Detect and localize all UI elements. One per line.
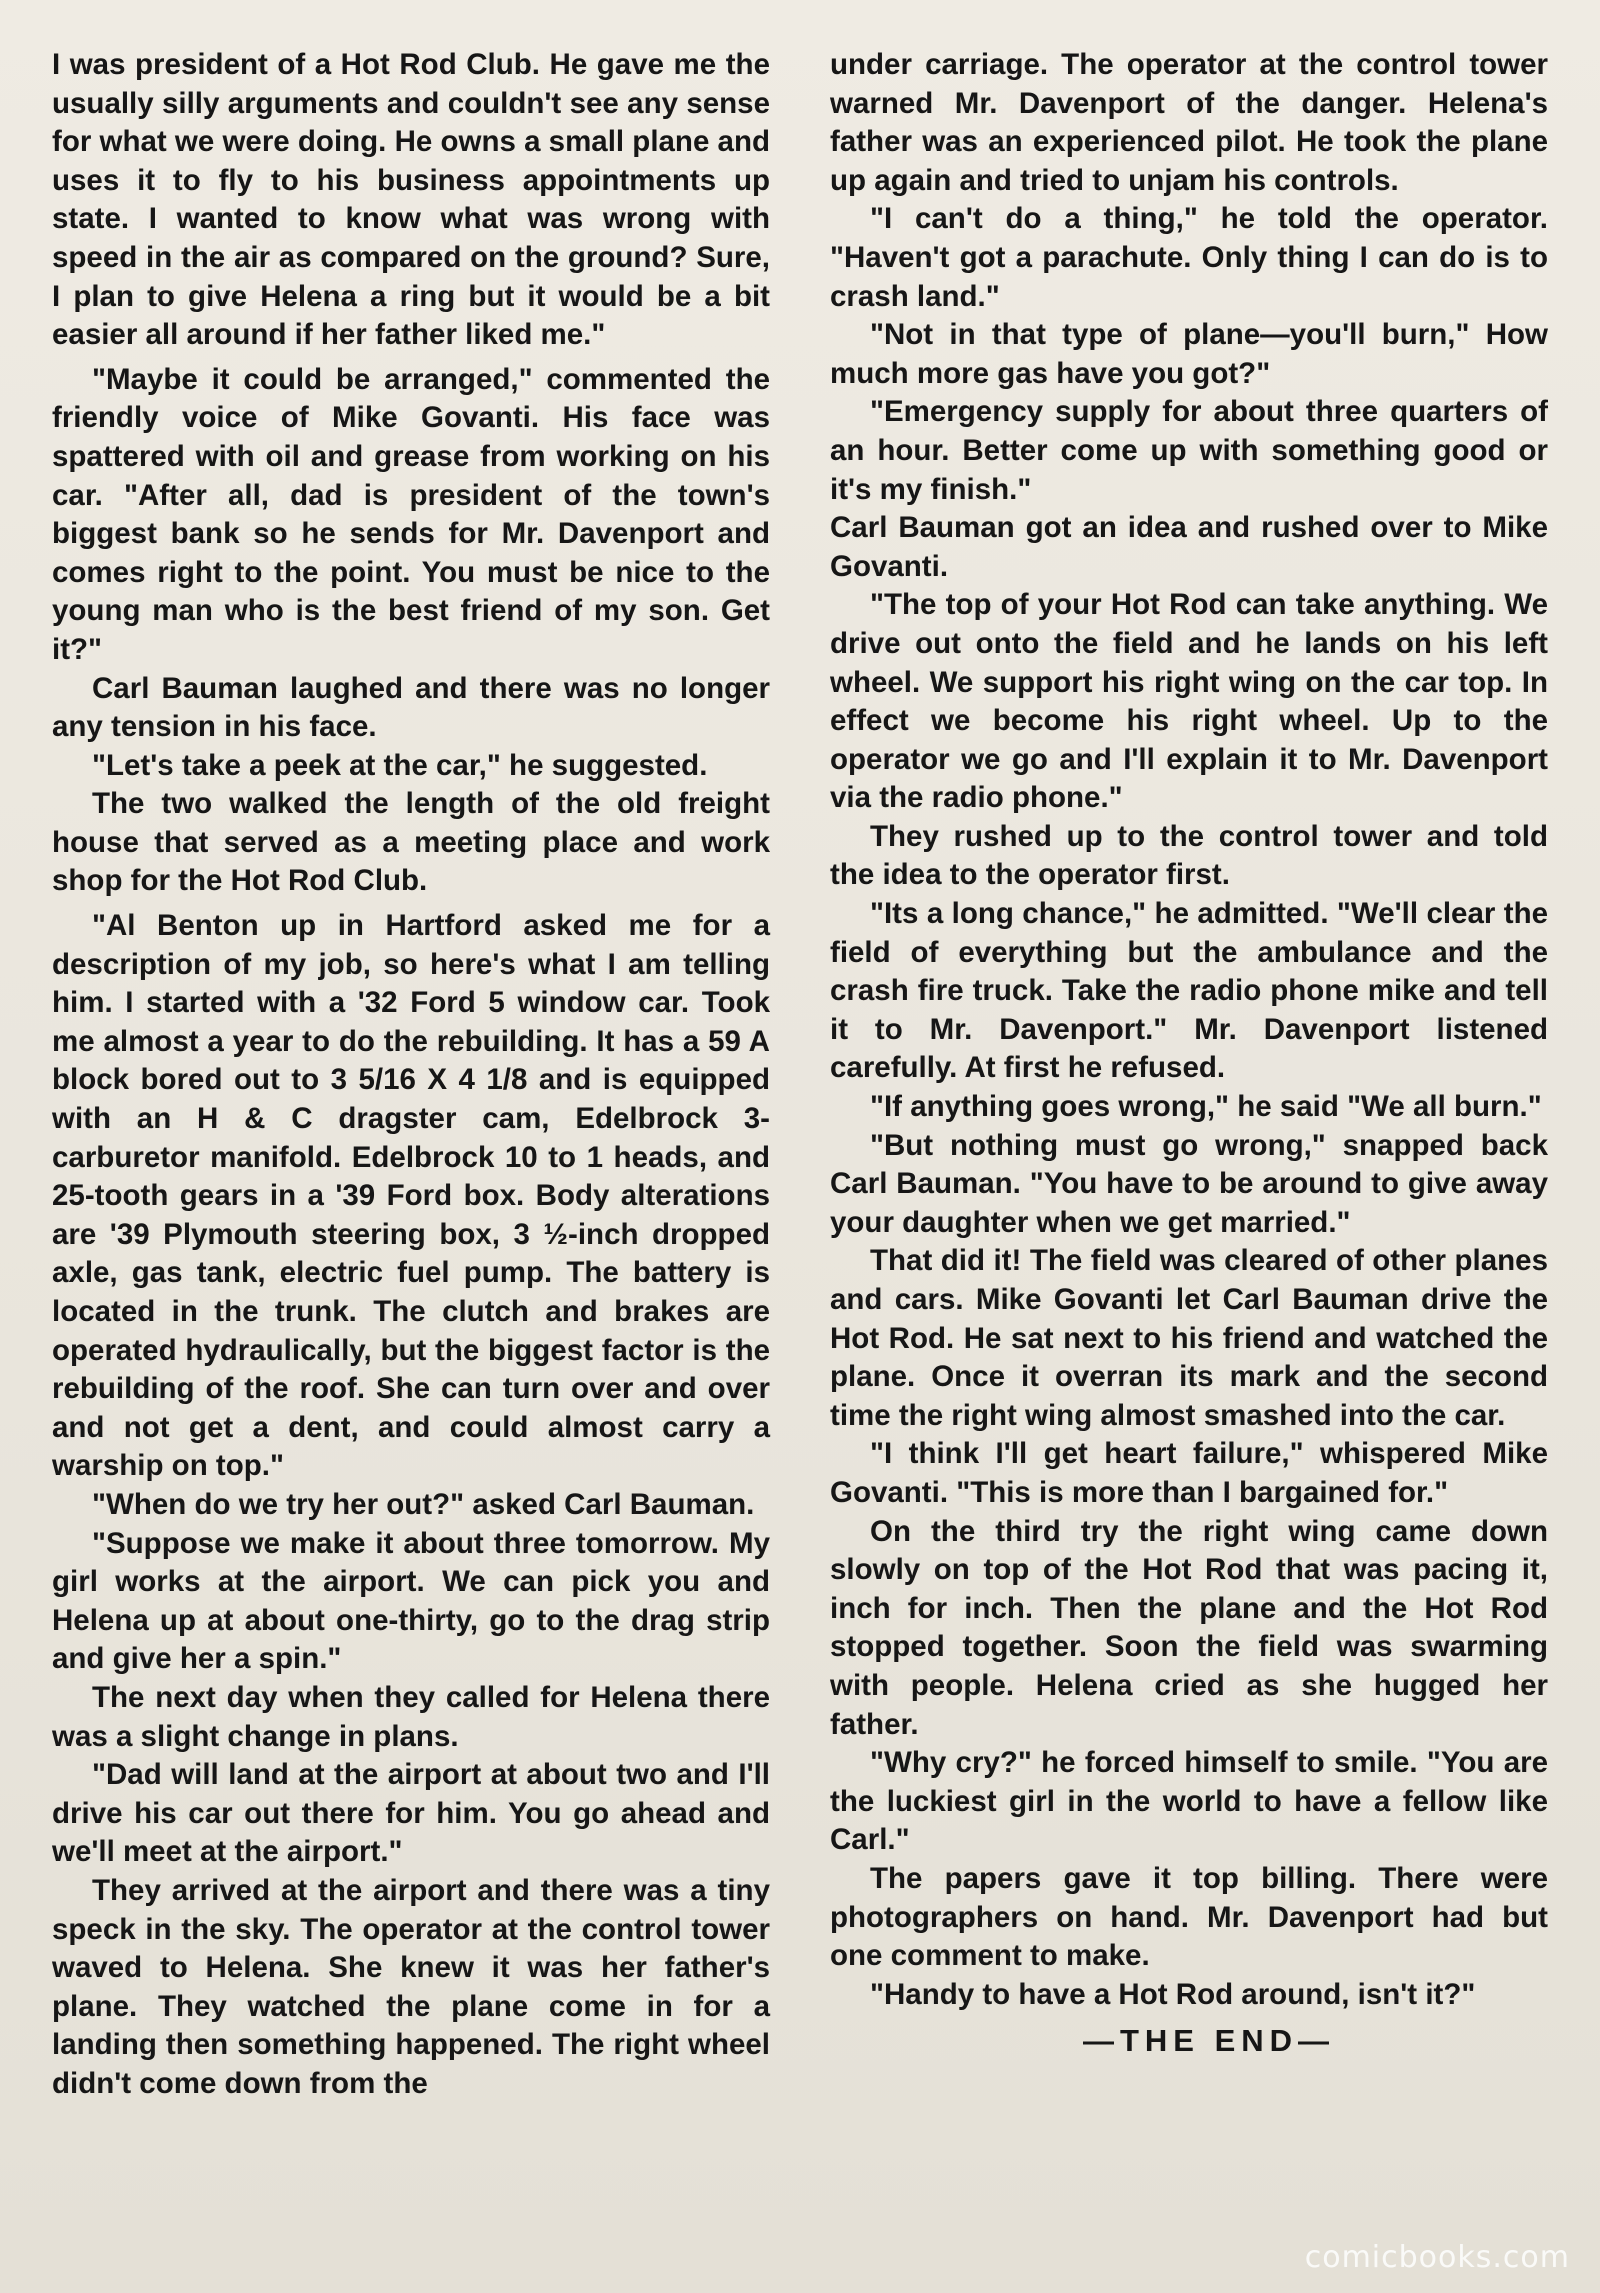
paragraph: "Why cry?" he forced himself to smile. "You are the luckiest girl in the world to have a fellow like Carl." bbox=[830, 1746, 1548, 1857]
paragraph: "I can't do a thing," he told the operator. "Haven't got a parachute. Only thing I can do is to crash land." bbox=[830, 202, 1548, 313]
right-text-column bbox=[830, 46, 1548, 2061]
paragraph: The papers gave it top billing. There were photographers on hand. Mr. Davenport had but one comment to make. bbox=[830, 1861, 1548, 1973]
paragraph: "Not in that type of plane—you'll burn," How much more gas have you got?" bbox=[830, 318, 1548, 390]
paragraph: On the third try the right wing came down slowly on top of the Hot Rod that was pacing it, inch for inch. Then the plane and the Hot Rod stopped together. Soon the field was swarming with people. Helena cried as she hugged her father. bbox=[830, 1514, 1548, 1741]
paragraph: "I think I'll get heart failure," whispered Mike Govanti. "This is more than I bargained for." bbox=[830, 1437, 1548, 1509]
the-end-marker: —THE END— bbox=[1082, 2023, 1336, 2059]
paragraph: I was president of a Hot Rod Club. He gave me the usually silly arguments and couldn't see any sense for what we were doing. He owns a small plane and uses it to fly to his business appointments up state. I wanted to know what was wrong with speed in the air as compared on the ground? Sure, I plan to give Helena a ring but it would be a bit easier all around if her father liked me." bbox=[52, 48, 770, 352]
paragraph: "Its a long chance," he admitted. "We'll clear the field of everything but the ambulance and the crash fire truck. Take the radio phone mike and tell it to Mr. Davenport." Mr. Davenport listened carefully. At first he refused. bbox=[830, 897, 1548, 1085]
left-text-column bbox=[52, 46, 770, 2103]
site-watermark: comicbooks.com bbox=[1304, 2240, 1570, 2275]
paragraph: They arrived at the airport and there was a tiny speck in the sky. The operator at the control tower waved to Helena. She knew it was her father's plane. They watched the plane come in for a landing then something happened. The right wheel didn't come down from the bbox=[52, 1873, 770, 2100]
paragraph: "The top of your Hot Rod can take anything. We drive out onto the field and he lands on his left wheel. We support his right wing on the car top. In effect we become his right wheel. Up to the operator we go and I'll explain it to Mr. Davenport via the radio phone." bbox=[830, 588, 1548, 815]
paragraph: "When do we try her out?" asked Carl Bauman. bbox=[92, 1487, 755, 1521]
paragraph: They rushed up to the control tower and told the idea to the operator first. bbox=[830, 819, 1548, 892]
paragraph: "Al Benton up in Hartford asked me for a description of my job, so here's what I am telling him. I started with a '32 Ford 5 window car. Took me almost a year to do the rebuilding. It has a 59 A block bored out to 3 5/16 X 4 1/8 and is equipped with an H & C dragster cam, Edelbrock 3-carburetor manifold. Edelbrock 10 to 1 heads, and 25-tooth gears in a '39 Ford box. Body alterations are '39 Plymouth steering box, 3 ½-inch dropped axle, gas tank, electric fuel pump. The battery is located in the trunk. The clutch and brakes are operated hydraulically, but the biggest factor is the rebuilding of the roof. She can turn over and over and not get a dent, and could almost carry a warship on top." bbox=[52, 909, 770, 1483]
paragraph: "Handy to have a Hot Rod around, isn't it?" bbox=[870, 1977, 1476, 2011]
paragraph: "Let's take a peek at the car," he suggested. bbox=[92, 748, 708, 782]
paragraph: "Suppose we make it about three tomorrow. My girl works at the airport. We can pick you and Helena up at about one-thirty, go to the drag strip and give her a spin." bbox=[52, 1526, 770, 1676]
paragraph: "Maybe it could be arranged," commented the friendly voice of Mike Govanti. His face was spattered with oil and grease from working on his car. "After all, dad is president of the town's biggest bank so he sends for Mr. Davenport and comes right to the point. You must be nice to the young man who is the best friend of my son. Get it?" bbox=[52, 362, 770, 666]
paragraph: "If anything goes wrong," he said "We all burn." bbox=[870, 1090, 1542, 1124]
paragraph: "Emergency supply for about three quarters of an hour. Better come up with something good or it's my finish." bbox=[830, 395, 1548, 506]
paragraph: The two walked the length of the old freight house that served as a meeting place and work shop for the Hot Rod Club. bbox=[52, 787, 770, 898]
paragraph: Carl Bauman laughed and there was no longer any tension in his face. bbox=[52, 671, 770, 744]
paragraph: "Dad will land at the airport at about two and I'll drive his car out there for him. You go ahead and we'll meet at the airport." bbox=[52, 1758, 770, 1869]
paragraph: The next day when they called for Helena there was a slight change in plans. bbox=[52, 1680, 770, 1753]
paragraph: That did it! The field was cleared of other planes and cars. Mike Govanti let Carl Bauman drive the Hot Rod. He sat next to his friend and watched the plane. Once it overran its mark and the second time the right wing almost smashed into the car. bbox=[830, 1244, 1548, 1432]
paragraph: Carl Bauman got an idea and rushed over to Mike Govanti. bbox=[830, 511, 1548, 583]
paragraph: "But nothing must go wrong," snapped back Carl Bauman. "You have to be around to give away your daughter when we get married." bbox=[830, 1128, 1548, 1239]
paragraph: under carriage. The operator at the control tower warned Mr. Davenport of the danger. Helena's father was an experienced pilot. He took the plane up again and tried to unjam his controls. bbox=[830, 48, 1548, 197]
